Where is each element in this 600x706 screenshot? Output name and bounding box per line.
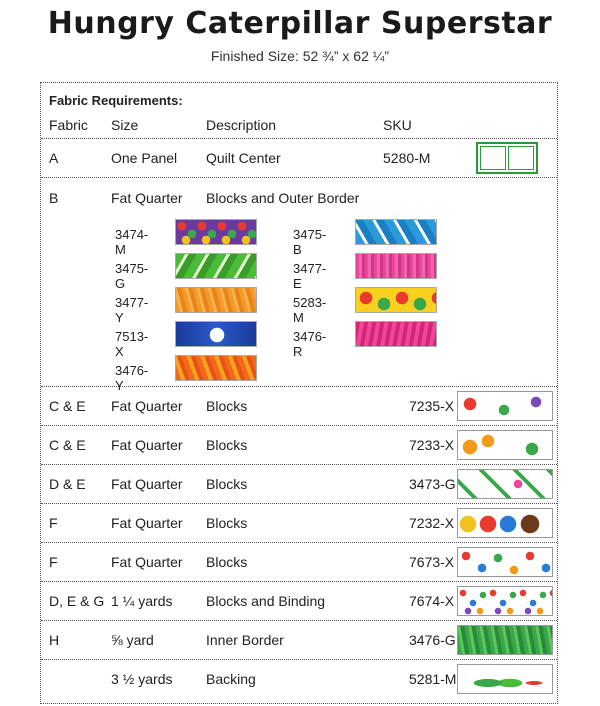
col-fabric: Fabric	[49, 117, 88, 133]
fabric-swatch	[355, 253, 437, 279]
description-cell: Blocks	[206, 437, 248, 453]
fabric-cell: C & E	[49, 398, 86, 414]
swatch-sku: 3477-Y	[115, 295, 149, 325]
description-cell: Inner Border	[206, 632, 284, 648]
caterpillar-panel-right	[508, 146, 534, 170]
page-title: Hungry Caterpillar Superstar	[47, 6, 553, 41]
description-cell: Backing	[206, 671, 256, 687]
table-row	[41, 139, 557, 178]
fabric-cell: D, E & G	[49, 593, 105, 609]
fabric-swatch	[457, 430, 553, 460]
table-row	[41, 582, 557, 621]
sku-cell: 7673-X	[409, 554, 455, 570]
size-cell: Fat Quarter	[111, 190, 183, 206]
fabric-requirements-table	[40, 82, 558, 704]
col-description: Description	[206, 117, 277, 133]
table-row	[41, 387, 557, 426]
table-row	[41, 465, 557, 504]
size-cell: ⅝ yard	[111, 632, 154, 648]
fabric-swatch	[175, 287, 257, 313]
table-row	[41, 426, 557, 465]
sku-cell: 5280-M	[383, 150, 431, 166]
col-sku: SKU	[383, 117, 412, 133]
fabric-swatch	[457, 625, 553, 655]
sku-cell: 7235-X	[409, 398, 455, 414]
description-cell: Quilt Center	[206, 150, 281, 166]
swatch-sku: 3476-R	[293, 329, 327, 359]
description-cell: Blocks	[206, 554, 248, 570]
table-header	[41, 83, 557, 139]
quilt-panel-swatch	[476, 142, 538, 174]
description-cell: Blocks and Outer Border	[206, 190, 360, 206]
fabric-swatch	[457, 547, 553, 577]
fabric-swatch	[175, 321, 257, 347]
description-cell: Blocks	[206, 515, 248, 531]
sku-cell: 7232-X	[409, 515, 455, 531]
swatch-sku: 3474-M	[115, 227, 149, 257]
table-heading: Fabric Requirements:	[49, 93, 183, 108]
size-cell: Fat Quarter	[111, 554, 183, 570]
fabric-swatch	[457, 469, 553, 499]
fabric-swatch	[175, 253, 257, 279]
size-cell: 3 ½ yards	[111, 671, 173, 687]
fabric-cell: A	[49, 150, 59, 166]
sku-cell: 3473-G	[409, 476, 456, 492]
col-size: Size	[111, 117, 139, 133]
swatch-sku: 7513-X	[115, 329, 149, 359]
caterpillar-panel-left	[480, 146, 506, 170]
fabric-swatch	[355, 219, 437, 245]
table-row-fat-quarter-bundle	[41, 179, 557, 393]
fabric-swatch	[457, 664, 553, 694]
size-cell: 1 ¼ yards	[111, 593, 173, 609]
finished-size: Finished Size: 52 ¾” x 62 ¼”	[210, 48, 390, 64]
description-cell: Blocks and Binding	[206, 593, 326, 609]
table-row	[41, 543, 557, 582]
size-cell: One Panel	[111, 150, 178, 166]
description-cell: Blocks	[206, 398, 248, 414]
sku-cell: 3476-G	[409, 632, 456, 648]
sku-cell: 7233-X	[409, 437, 455, 453]
fabric-swatch	[355, 321, 437, 347]
fabric-cell: F	[49, 554, 58, 570]
swatch-sku: 3476-Y	[115, 363, 149, 393]
size-cell: Fat Quarter	[111, 398, 183, 414]
fabric-swatch	[355, 287, 437, 313]
fabric-swatch	[175, 355, 257, 381]
table-row	[41, 621, 557, 660]
fabric-swatch	[457, 391, 553, 421]
swatch-sku: 5283-M	[293, 295, 327, 325]
fabric-cell: D & E	[49, 476, 86, 492]
table-row	[41, 660, 557, 699]
fabric-cell: C & E	[49, 437, 86, 453]
fabric-swatch	[175, 219, 257, 245]
size-cell: Fat Quarter	[111, 476, 183, 492]
swatch-sku: 3475-B	[293, 227, 327, 257]
sku-cell: 5281-M	[409, 671, 457, 687]
fabric-swatch	[457, 586, 553, 616]
fabric-swatch	[457, 508, 553, 538]
sku-cell: 7674-X	[409, 593, 455, 609]
fabric-cell: H	[49, 632, 60, 648]
size-cell: Fat Quarter	[111, 515, 183, 531]
swatch-sku: 3475-G	[115, 261, 149, 291]
fabric-cell: F	[49, 515, 58, 531]
description-cell: Blocks	[206, 476, 248, 492]
fabric-cell: B	[49, 190, 59, 206]
size-cell: Fat Quarter	[111, 437, 183, 453]
swatch-sku: 3477-E	[293, 261, 327, 291]
table-row	[41, 504, 557, 543]
